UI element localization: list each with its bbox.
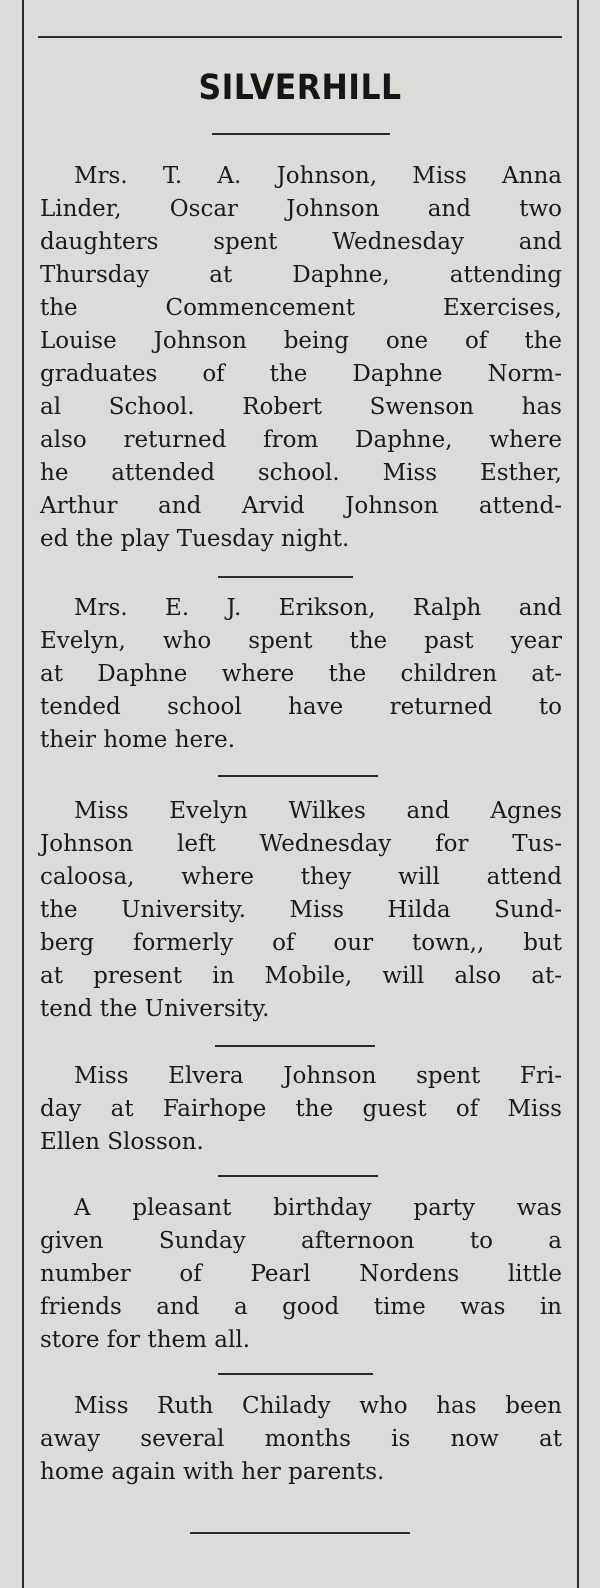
paragraph-line: day at Fairhope the guest of Miss [40, 1096, 562, 1122]
paragraph-2 [40, 592, 562, 757]
paragraph-line: Johnson left Wednesday for Tus- [40, 831, 562, 857]
headline: SILVERHILL [198, 68, 402, 108]
left-column-rule [22, 0, 24, 1588]
paragraph-line: he attended school. Miss Esther, [40, 460, 562, 486]
paragraph-line: home again with her parents. [40, 1459, 385, 1485]
closing-divider [190, 1532, 410, 1534]
paragraph-line: Miss Evelyn Wilkes and Agnes [74, 798, 562, 824]
top-column-rule [38, 36, 562, 38]
paragraph-line: graduates of the Daphne Norm- [40, 361, 562, 387]
paragraph-1 [40, 160, 562, 556]
paragraph-line: Louise Johnson being one of the [40, 328, 562, 354]
headline-divider [212, 133, 390, 135]
section-divider [218, 576, 353, 578]
paragraph-line: ed the play Tuesday night. [40, 526, 350, 552]
paragraph-line: Linder, Oscar Johnson and two [40, 196, 562, 222]
paragraph-line: Miss Ruth Chilady who has been [74, 1393, 562, 1419]
paragraph-3 [40, 795, 562, 1026]
paragraph-line: Thursday at Daphne, attending [40, 262, 562, 288]
paragraph-line: Evelyn, who spent the past year [40, 628, 562, 654]
paragraph-line: store for them all. [40, 1327, 250, 1353]
paragraph-line: friends and a good time was in [40, 1294, 562, 1320]
paragraph-line: given Sunday afternoon to a [40, 1228, 562, 1254]
paragraph-line: Ellen Slosson. [40, 1129, 204, 1155]
paragraph-line: berg formerly of our town,, but [40, 930, 562, 956]
section-divider [218, 775, 378, 777]
paragraph-line: daughters spent Wednesday and [40, 229, 562, 255]
paragraph-line: caloosa, where they will attend [40, 864, 562, 890]
paragraph-line: also returned from Daphne, where [40, 427, 562, 453]
paragraph-line: their home here. [40, 727, 236, 753]
paragraph-4 [40, 1060, 562, 1159]
paragraph-line: al School. Robert Swenson has [40, 394, 562, 420]
paragraph-line: tend the University. [40, 996, 270, 1022]
paragraph-line: Arthur and Arvid Johnson attend- [40, 493, 562, 519]
right-column-rule [577, 0, 579, 1588]
paragraph-line: tended school have returned to [40, 694, 562, 720]
section-divider [218, 1373, 373, 1375]
paragraph-line: the University. Miss Hilda Sund- [40, 897, 562, 923]
paragraph-line: Miss Elvera Johnson spent Fri- [74, 1063, 562, 1089]
section-divider [218, 1175, 378, 1177]
paragraph-line: at Daphne where the children at- [40, 661, 562, 687]
paragraph-line: Mrs. T. A. Johnson, Miss Anna [74, 163, 562, 189]
section-divider [215, 1045, 375, 1047]
paragraph-line: Mrs. E. J. Erikson, Ralph and [74, 595, 562, 621]
paragraph-line: number of Pearl Nordens little [40, 1261, 562, 1287]
paragraph-line: A pleasant birthday party was [74, 1195, 562, 1221]
paragraph-5 [40, 1192, 562, 1357]
paragraph-line: the Commencement Exercises, [40, 295, 562, 321]
paragraph-line: at present in Mobile, will also at- [40, 963, 562, 989]
paragraph-6 [40, 1390, 562, 1489]
paragraph-line: away several months is now at [40, 1426, 562, 1452]
